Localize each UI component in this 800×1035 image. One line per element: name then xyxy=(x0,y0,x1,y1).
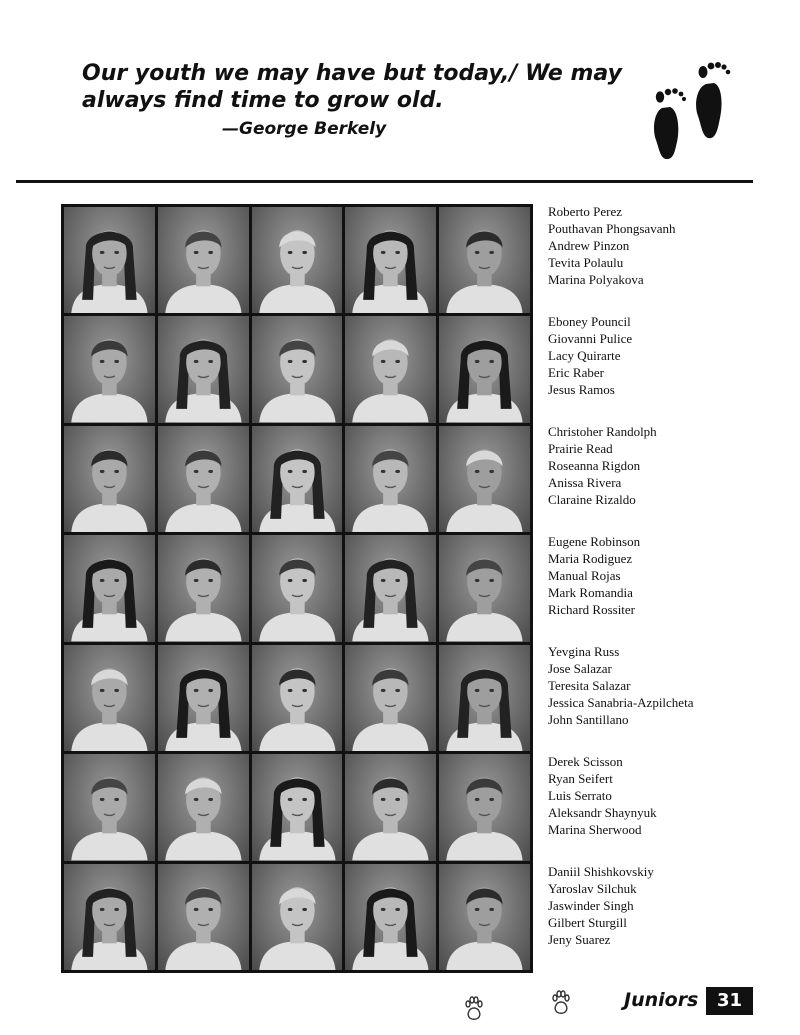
student-portrait xyxy=(439,645,530,751)
student-portrait xyxy=(439,754,530,860)
name-group xyxy=(548,423,768,533)
student-portrait xyxy=(158,864,249,970)
student-portrait xyxy=(252,864,343,970)
student-name: Daniil Shishkovskiy xyxy=(548,864,654,879)
student-portrait xyxy=(252,645,343,751)
student-name: Lacy Quirarte xyxy=(548,348,621,363)
student-portrait xyxy=(158,426,249,532)
student-portrait xyxy=(64,426,155,532)
name-group xyxy=(548,203,768,313)
name-list xyxy=(548,203,768,973)
student-name: Gilbert Sturgill xyxy=(548,915,627,930)
student-portrait xyxy=(64,864,155,970)
student-portrait xyxy=(64,316,155,422)
student-portrait xyxy=(439,535,530,641)
student-name: Giovanni Pulice xyxy=(548,331,633,346)
student-name: Roberto Perez xyxy=(548,204,623,219)
student-name: Marina Sherwood xyxy=(548,822,642,837)
student-name: Eric Raber xyxy=(548,365,604,380)
student-name: Anissa Rivera xyxy=(548,475,622,490)
student-name: Eugene Robinson xyxy=(548,534,641,549)
student-portrait xyxy=(252,535,343,641)
student-name: Andrew Pinzon xyxy=(548,238,630,253)
quote-text xyxy=(82,60,642,114)
student-name: Manual Rojas xyxy=(548,568,621,583)
student-name: Roseanna Rigdon xyxy=(548,458,641,473)
student-name: Tevita Polaulu xyxy=(548,255,624,270)
student-name: Jeny Suarez xyxy=(548,932,611,947)
student-portrait xyxy=(345,754,436,860)
student-name: Eboney Pouncil xyxy=(548,314,631,329)
student-name: Yevgina Russ xyxy=(548,644,620,659)
student-name: Mark Romandia xyxy=(548,585,633,600)
student-portrait xyxy=(158,207,249,313)
footprints-icon xyxy=(648,58,738,162)
paw-print-icon xyxy=(551,990,571,1016)
student-portrait xyxy=(64,754,155,860)
student-name: Prairie Read xyxy=(548,441,613,456)
student-portrait xyxy=(158,645,249,751)
name-group xyxy=(548,643,768,753)
student-portrait xyxy=(345,207,436,313)
student-portrait xyxy=(345,864,436,970)
page-number: 31 xyxy=(706,987,753,1015)
section-title: Juniors xyxy=(624,989,699,1011)
name-group xyxy=(548,533,768,643)
student-name: Jesus Ramos xyxy=(548,382,615,397)
student-name: Christoher Randolph xyxy=(548,424,657,439)
name-group xyxy=(548,313,768,423)
student-portrait xyxy=(252,316,343,422)
student-portrait xyxy=(252,207,343,313)
student-portrait xyxy=(158,754,249,860)
name-group xyxy=(548,863,768,973)
student-portrait xyxy=(64,207,155,313)
student-portrait xyxy=(439,207,530,313)
student-portrait xyxy=(252,426,343,532)
student-portrait xyxy=(158,316,249,422)
student-name: Ryan Seifert xyxy=(548,771,613,786)
student-portrait xyxy=(158,535,249,641)
student-portrait xyxy=(345,535,436,641)
student-name: Teresita Salazar xyxy=(548,678,631,693)
student-name: Richard Rossiter xyxy=(548,602,636,617)
student-portrait xyxy=(439,426,530,532)
student-name: Jose Salazar xyxy=(548,661,612,676)
student-portrait xyxy=(345,316,436,422)
student-name: Luis Serrato xyxy=(548,788,612,803)
student-portrait xyxy=(439,864,530,970)
student-portrait xyxy=(252,754,343,860)
student-name: John Santillano xyxy=(548,712,629,727)
student-portrait xyxy=(64,535,155,641)
name-group xyxy=(548,753,768,863)
student-name: Aleksandr Shaynyuk xyxy=(548,805,657,820)
quote-line-1: Our youth we may have but today,/ We may xyxy=(82,61,622,86)
student-portrait xyxy=(439,316,530,422)
quote-author: —George Berkely xyxy=(222,119,387,139)
student-name: Jaswinder Singh xyxy=(548,898,634,913)
student-name: Jessica Sanabria-Azpilcheta xyxy=(548,695,694,710)
student-portrait xyxy=(345,426,436,532)
student-name: Claraine Rizaldo xyxy=(548,492,636,507)
divider-rule xyxy=(16,180,753,183)
student-portrait xyxy=(345,645,436,751)
student-name: Yaroslav Silchuk xyxy=(548,881,637,896)
student-portrait xyxy=(64,645,155,751)
student-name: Maria Rodiguez xyxy=(548,551,633,566)
student-name: Derek Scisson xyxy=(548,754,623,769)
student-name: Marina Polyakova xyxy=(548,272,644,287)
portrait-grid xyxy=(61,204,533,973)
paw-print-icon xyxy=(464,996,484,1022)
quote-line-2: always find time to grow old. xyxy=(82,88,444,113)
student-name: Pouthavan Phongsavanh xyxy=(548,221,676,236)
